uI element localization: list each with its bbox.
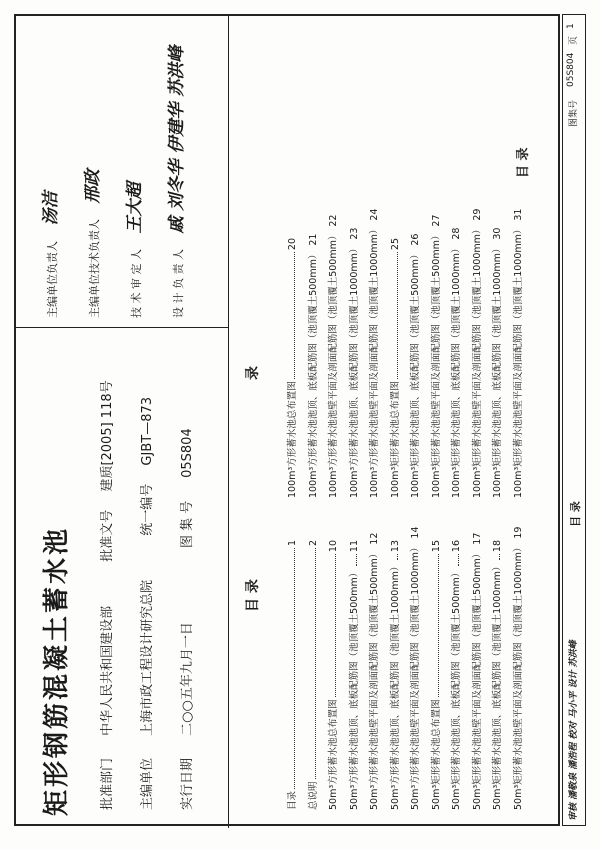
toc-leader-dots — [294, 252, 295, 379]
date: 二○○五年九月一日 — [180, 622, 195, 736]
toc-entry-page: 15 — [430, 540, 442, 553]
toc-entry — [504, 208, 524, 498]
toc-entry-page: 1 — [287, 540, 298, 547]
toc-entry-page: 19 — [512, 526, 524, 539]
toc-entry — [504, 526, 524, 810]
signature: 戚 刘冬华 伊建华 苏洪峰 — [167, 45, 187, 234]
toc-entry — [278, 238, 298, 498]
toc-entry — [319, 214, 339, 498]
toc-entry-text: 50m³矩形蓄水池池壁平面及剖面配筋图（池顶覆土1000mm） — [512, 542, 524, 810]
editor-label: 主编单位 — [140, 757, 155, 810]
toc-entry-page: 25 — [389, 238, 401, 251]
toc-entry-text: 50m³方形蓄水池池壁平面及剖面配筋图（池顶覆土500mm） — [369, 548, 380, 810]
toc-entry — [463, 532, 483, 810]
toc-leader-dots — [458, 554, 459, 566]
toc-entry-page: 29 — [471, 208, 483, 221]
toc-entry-page: 21 — [307, 233, 319, 246]
toc-entry-page: 31 — [512, 208, 524, 221]
toc-entry-text: 100m³矩形蓄水池池壁平面及剖面配筋图（池顶覆土500mm） — [430, 230, 442, 498]
toc-entry-page: 11 — [348, 540, 360, 553]
toc-entry-text: 50m³方形蓄水池池壁平面及剖面配筋图（池顶覆土1000mm） — [410, 542, 421, 810]
toc-entry-text: 100m³方形蓄水池池顶、底板配筋图（池顶覆土500mm） — [307, 249, 319, 498]
toc-entry — [483, 540, 503, 810]
toc-entry — [442, 540, 462, 810]
strip-atlas-no: 05S804 — [566, 52, 576, 87]
toc-entry — [278, 540, 298, 810]
resp-label: 技 术 审 定 人 — [130, 249, 143, 318]
toc-entry-text: 50m³方形蓄水池池顶、底板配筋图（池顶覆土1000mm） — [389, 561, 401, 810]
strip-title: 目 录 — [569, 501, 582, 527]
signature: 汤洁 — [41, 191, 61, 226]
toc-entry-text: 100m³方形蓄水池池顶、底板配筋图（池顶覆土1000mm） — [348, 243, 360, 498]
resp-label: 主编单位技术负责人 — [88, 219, 101, 318]
resp-row — [78, 170, 103, 319]
approve-dept: 中华人民共和国建设部 — [100, 605, 115, 736]
resp-row — [36, 192, 61, 319]
toc-entry — [463, 208, 483, 498]
toc-entry-text: 50m³矩形蓄水池池顶、底板配筋图（池顶覆土1000mm） — [492, 561, 503, 810]
resp-label: 设 计 负 责 人 — [172, 249, 185, 318]
toc-entry — [483, 227, 503, 498]
toc-entry-text: 50m³矩形蓄水池总布置图 — [430, 699, 442, 810]
unified-no-label: 统一编号 — [140, 483, 155, 536]
approve-doc-label: 批准文号 — [100, 509, 115, 562]
responsibility-panel — [16, 16, 229, 328]
toc-entry — [299, 233, 319, 498]
drawing-frame — [14, 14, 560, 826]
resp-row — [162, 46, 187, 318]
toc-entry — [401, 233, 421, 498]
toc-entry-page: 30 — [492, 227, 503, 240]
toc-entry-page: 20 — [287, 238, 298, 251]
toc-entry-text: 100m³方形蓄水池池壁平面及剖面配筋图（池顶覆土500mm） — [328, 230, 339, 498]
signature: 邢政 — [83, 169, 103, 204]
toc-entry — [381, 238, 401, 498]
date-row — [176, 428, 195, 810]
toc-entry — [422, 540, 442, 810]
toc-entry — [340, 540, 360, 810]
toc-entry-text: 100m³矩形蓄水池池顶、底板配筋图（池顶覆土500mm） — [410, 249, 421, 498]
page-title: 矩形钢筋混凝土蓄水池 — [42, 525, 72, 816]
approve-row — [96, 380, 115, 810]
toc-entry — [381, 540, 401, 810]
atlas-no-label: 图 集 号 — [180, 500, 195, 549]
toc-entry-page: 22 — [328, 214, 339, 227]
editor-row — [136, 397, 155, 810]
toc-entry-page: 27 — [430, 214, 442, 227]
toc-entry-text: 50m³方形蓄水池总布置图 — [328, 699, 339, 810]
toc-leader-dots — [335, 554, 336, 697]
title-strip-rotated — [563, 15, 587, 827]
resp-label: 主编单位负责人 — [46, 241, 59, 318]
signature: 王大超 — [125, 182, 145, 234]
toc-leader-dots — [499, 554, 500, 560]
strip-atlas-label: 图集号 — [569, 99, 579, 127]
info-panel — [16, 327, 229, 828]
toc-entry — [340, 227, 360, 498]
toc-entry-page: 14 — [410, 526, 421, 539]
toc-leader-dots — [315, 548, 316, 779]
toc-heading-left: 目 录 — [245, 579, 261, 612]
toc-entry — [360, 208, 380, 498]
resp-row — [120, 183, 145, 319]
toc-entry — [360, 532, 380, 810]
toc-entry-text: 50m³矩形蓄水池池壁平面及剖面配筋图（池顶覆土500mm） — [471, 548, 483, 810]
strip-signatures: 审核 潘敬泉 潘浩程 校对 马小平 设计 苏洪峰 — [569, 640, 579, 821]
toc-entry-page: 16 — [451, 540, 462, 553]
toc-entry-text: 100m³矩形蓄水池池顶、底板配筋图（池顶覆土1000mm） — [451, 243, 462, 498]
toc-entry-page: 24 — [369, 208, 380, 221]
toc-entry-text: 100m³矩形蓄水池总布置图 — [389, 381, 401, 498]
toc-entry-page: 10 — [328, 540, 339, 553]
rotated-sheet — [16, 16, 562, 828]
strip-roles — [566, 640, 579, 821]
toc-entry — [319, 540, 339, 810]
toc-entry-page: 18 — [492, 540, 503, 553]
toc-entry — [422, 214, 442, 498]
date-label: 实行日期 — [180, 757, 195, 810]
toc-entry — [299, 540, 319, 810]
toc-entry-page: 17 — [471, 532, 483, 545]
toc-entry-text: 100m³方形蓄水池总布置图 — [287, 381, 298, 498]
toc-leader-dots — [356, 554, 357, 566]
toc-entry — [442, 227, 462, 498]
toc-entry-page: 13 — [389, 540, 401, 553]
toc-entry-text: 100m³方形蓄水池池壁平面及剖面配筋图（池顶覆土1000mm） — [369, 224, 380, 498]
toc-bottom-title: 目 录 — [516, 147, 531, 178]
toc-entry-page: 23 — [348, 227, 360, 240]
toc-entry-page: 12 — [369, 532, 380, 545]
title-strip — [562, 14, 586, 826]
toc-entry-page: 26 — [410, 233, 421, 246]
unified-no: GJBT—873 — [140, 396, 155, 466]
toc-heading-right: 录 — [245, 366, 261, 380]
toc-entry-text: 100m³矩形蓄水池池顶、底板配筋图（池顶覆土1000mm） — [492, 243, 503, 498]
editor: 上海市政工程设计研究总院 — [140, 579, 155, 736]
toc-entry-page: 28 — [451, 227, 462, 240]
toc-entry-text: 100m³矩形蓄水池池壁平面及剖面配筋图（池顶覆土1000mm） — [512, 224, 524, 498]
toc-leader-dots — [294, 548, 295, 789]
toc-entry-text: 总说明 — [307, 781, 319, 810]
toc-leader-dots — [438, 554, 439, 697]
atlas-no: 05S804 — [180, 428, 195, 478]
toc-entry-text: 50m³方形蓄水池池顶、底板配筋图（池顶覆土500mm） — [348, 567, 360, 810]
toc-entry-text: 目录 — [287, 790, 298, 810]
toc-entry-text: 50m³矩形蓄水池池顶、底板配筋图（池顶覆土500mm） — [451, 567, 462, 810]
strip-page-no: 1 — [566, 23, 576, 29]
toc-leader-dots — [397, 252, 398, 379]
approve-doc: 建质[2005] 118号 — [100, 380, 115, 492]
toc-leader-dots — [397, 554, 398, 560]
toc-entry-text: 100m³矩形蓄水池池壁平面及剖面配筋图（池顶覆土1000mm） — [471, 224, 483, 498]
toc-entry-page: 2 — [307, 540, 319, 547]
strip-page-label: 页 — [569, 35, 579, 45]
approve-dept-label: 批准部门 — [100, 757, 115, 810]
toc-entry — [401, 526, 421, 810]
